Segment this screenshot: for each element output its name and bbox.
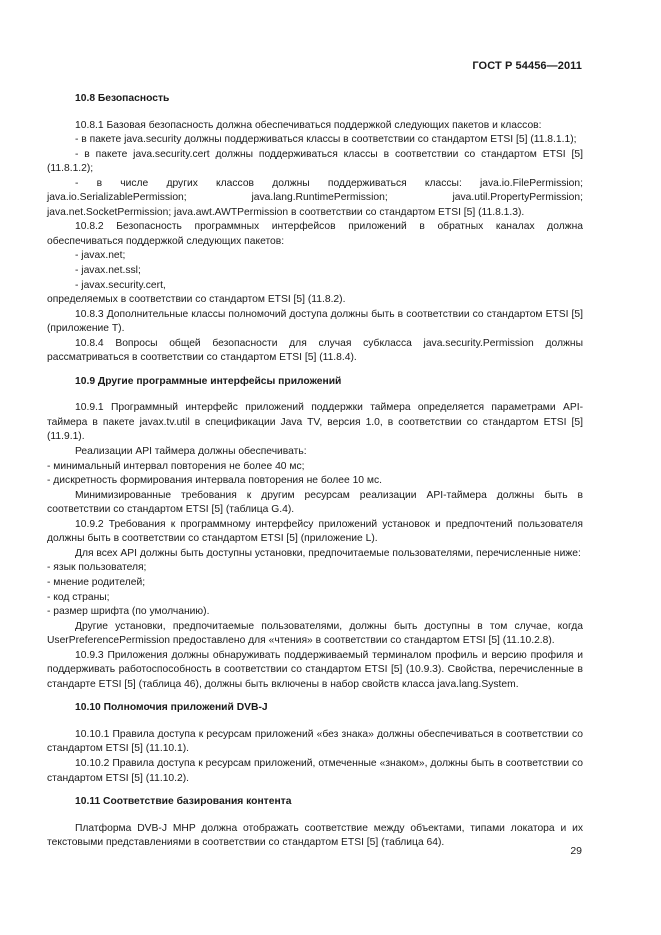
document-header: ГОСТ Р 54456—2011 <box>472 60 582 72</box>
list-item: - javax.net.ssl; <box>75 265 141 277</box>
list-item: - дискретность формирования интервала повторения не более 10 мс. <box>47 475 382 487</box>
paragraph: Другие установки, предпочитаемые пользователями, должны быть доступны в том случае, когда UserPreferencePermission предоставлено для «чтения» в соответствии со стандартом ETSI [5] (11.10.2.8). <box>47 620 583 647</box>
section-heading-10-11: 10.11 Соответствие базирования контента <box>75 796 292 808</box>
paragraph-10-9-2: 10.9.2 Требования к программному интерфейсу приложений установок и предпочтений пользователя должны быть в соответствии со стандартом ETSI [5] (приложение L). <box>47 518 583 545</box>
paragraph-10-8-4: 10.8.4 Вопросы общей безопасности для случая субкласса java.security.Permission должны рассматриваться в соответствии со стандартом ETSI [5] (11.8.4). <box>47 337 583 364</box>
page-number: 29 <box>570 845 582 857</box>
list-item: - javax.security.cert, <box>75 279 166 291</box>
paragraph-10-10-1: 10.10.1 Правила доступа к ресурсам приложений «без знака» должны обеспечиваться в соответствии со стандартом ETSI [5] (11.10.1). <box>47 728 583 755</box>
list-item: - язык пользователя; <box>47 562 147 574</box>
list-item: - javax.net; <box>75 250 126 262</box>
paragraph: Для всех API должны быть доступны установки, предпочитаемые пользователями, перечисленные ниже: <box>75 547 581 559</box>
paragraph-10-8-2: 10.8.2 Безопасность программных интерфейсов приложений в обратных каналах должна обеспечиваться поддержкой следующих пакетов: <box>47 221 583 247</box>
paragraph: Реализации API таймера должны обеспечивать: <box>75 446 307 458</box>
paragraph-10-8-3: 10.8.3 Дополнительные классы полномочий доступа должны быть в соответствии со стандартом ETSI [5] (приложение Т). <box>47 308 583 335</box>
document-body <box>47 92 583 851</box>
list-item: - в пакете java.security должны поддерживаться классы в соответствии со стандартом ETSI [5] (11.8.1.1); <box>75 134 577 146</box>
paragraph-10-11: Платформа DVB-J MHP должна отображать соответствие между объектами, типами локатора и их текстовыми представлениями в соответствии со стандартом ETSI [5] (таблица 64). <box>47 822 583 849</box>
paragraph-10-9-3: 10.9.3 Приложения должны обнаруживать поддерживаемый терминалом профиль и версию профиля и поддерживать работоспособность в соответствии со стандартом ETSI [5] (10.9.3). Свойства, перечисленные в стандарте ETSI [5] (таблица 46), должны быть включены в набор свойств класса java.lang.System. <box>47 649 583 690</box>
section-heading-10-10: 10.10 Полномочия приложений DVB-J <box>75 702 268 714</box>
section-heading-10-8: 10.8 Безопасность <box>75 93 170 104</box>
paragraph: Минимизированные требования к другим ресурсам реализации API-таймера должны быть в соответствии со стандартом ETSI [5] (таблица G.4). <box>47 489 583 516</box>
paragraph-10-9-1: 10.9.1 Программный интерфейс приложений поддержки таймера определяется параметрами API-таймера в пакете javax.tv.util в спецификации Java TV, версия 1.0, в соответствии со стандартом ETSI [5] (11.9.1). <box>47 402 583 443</box>
list-item: - в пакете java.security.cert должны поддерживаться классы в соответствии со стандартом ETSI [5] (11.8.1.2); <box>47 148 583 175</box>
paragraph-10-10-2: 10.10.2 Правила доступа к ресурсам приложений, отмеченные «знаком», должны быть в соответствии со стандартом ETSI [5] (11.10.2). <box>47 757 583 784</box>
section-heading-10-9: 10.9 Другие программные интерфейсы приложений <box>75 375 342 387</box>
paragraph-10-8-1: 10.8.1 Базовая безопасность должна обеспечиваться поддержкой следующих пакетов и классов: <box>75 119 542 131</box>
paragraph-continuation: определяемых в соответствии со стандартом ETSI [5] (11.8.2). <box>47 294 346 306</box>
list-item: - минимальный интервал повторения не более 40 мс; <box>47 460 305 472</box>
list-item: - в числе других классов должны поддерживаться классы: java.io.FilePermission; java.io.SerializablePermission; java.lang.RuntimePermission; java.util.PropertyPermission; java.net.SocketPermission; java.awt.AWTPermission в соответствии со стандартом ETSI [5] (11.8.1.3). <box>47 177 583 218</box>
list-item: - код страны; <box>47 591 110 603</box>
list-item: - размер шрифта (по умолчанию). <box>47 606 210 618</box>
list-item: - мнение родителей; <box>47 576 146 588</box>
